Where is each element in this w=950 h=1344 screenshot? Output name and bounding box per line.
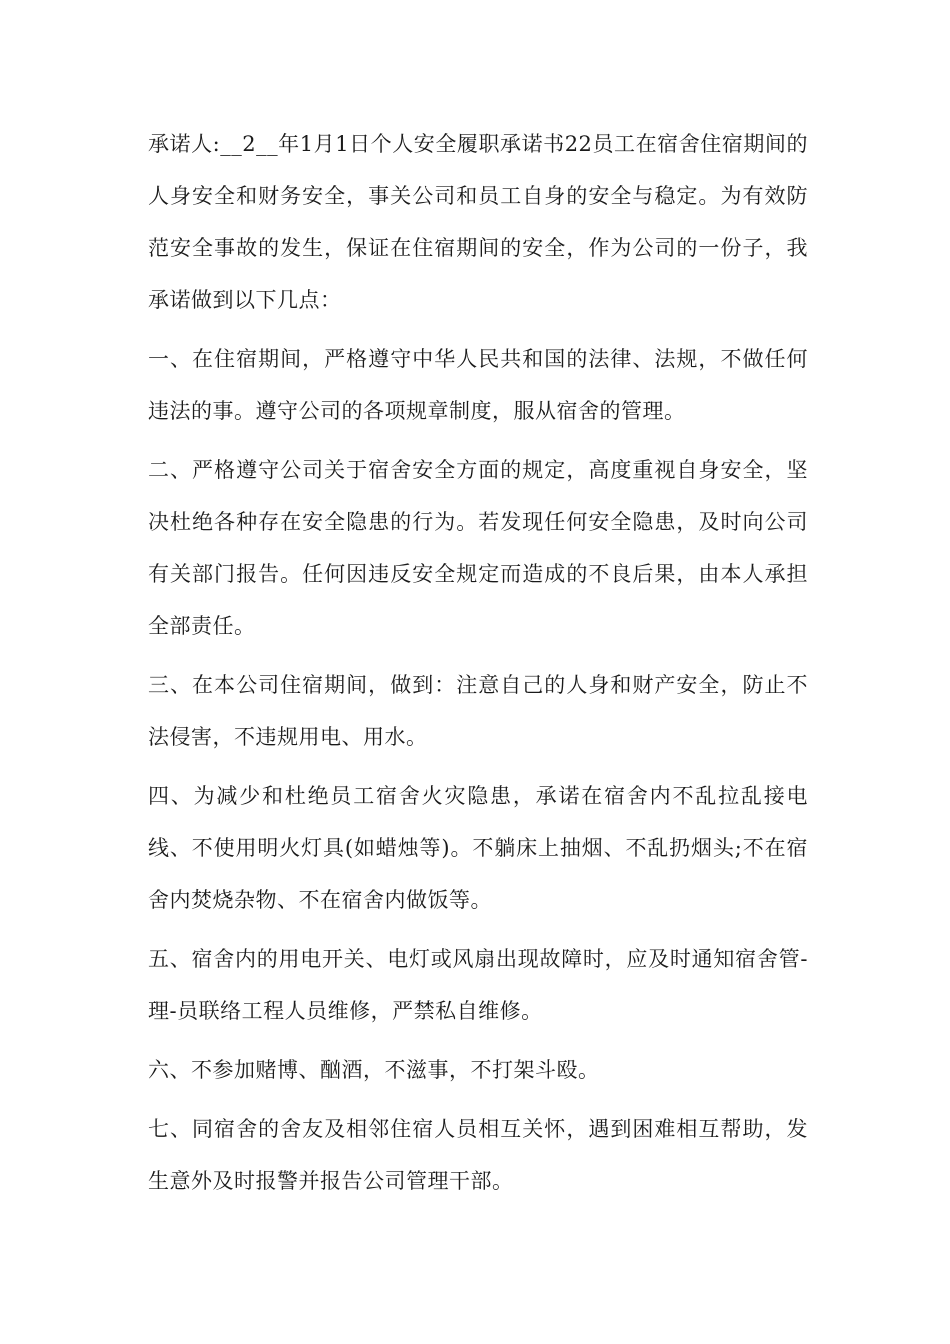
document-body <box>148 118 808 1214</box>
paragraph-item-3: 三、在本公司住宿期间，做到：注意自己的人身和财产安全，防止不法侵害，不违规用电、用水。 <box>148 673 808 749</box>
paragraph-item-4: 四、为减少和杜绝员工宿舍火灾隐患，承诺在宿舍内不乱拉乱接电线、不使用明火灯具(如蜡烛等)。不躺床上抽烟、不乱扔烟头;不在宿舍内焚烧杂物、不在宿舍内做饭等。 <box>148 784 808 912</box>
paragraph-item-6: 六、不参加赌博、酗酒，不滋事，不打架斗殴。 <box>148 1058 600 1082</box>
paragraph-intro: 承诺人:__2__年1月1日个人安全履职承诺书22员工在宿舍住宿期间的人身安全和财务安全，事关公司和员工自身的安全与稳定。为有效防范安全事故的发生，保证在住宿期间的安全，作为公司的一份子，我承诺做到以下几点： <box>148 132 808 312</box>
paragraph-item-1: 一、在住宿期间，严格遵守中华人民共和国的法律、法规，不做任何违法的事。遵守公司的各项规章制度，服从宿舍的管理。 <box>148 347 808 423</box>
paragraph-item-2: 二、严格遵守公司关于宿舍安全方面的规定，高度重视自身安全，坚决杜绝各种存在安全隐患的行为。若发现任何安全隐患，及时向公司有关部门报告。任何因违反安全规定而造成的不良后果，由本人承担全部责任。 <box>148 458 808 638</box>
paragraph-item-7: 七、同宿舍的舍友及相邻住宿人员相互关怀，遇到困难相互帮助，发生意外及时报警并报告公司管理干部。 <box>148 1117 808 1193</box>
paragraph-item-5: 五、宿舍内的用电开关、电灯或风扇出现故障时，应及时通知宿舍管-理-员联络工程人员维修，严禁私自维修。 <box>148 947 808 1023</box>
